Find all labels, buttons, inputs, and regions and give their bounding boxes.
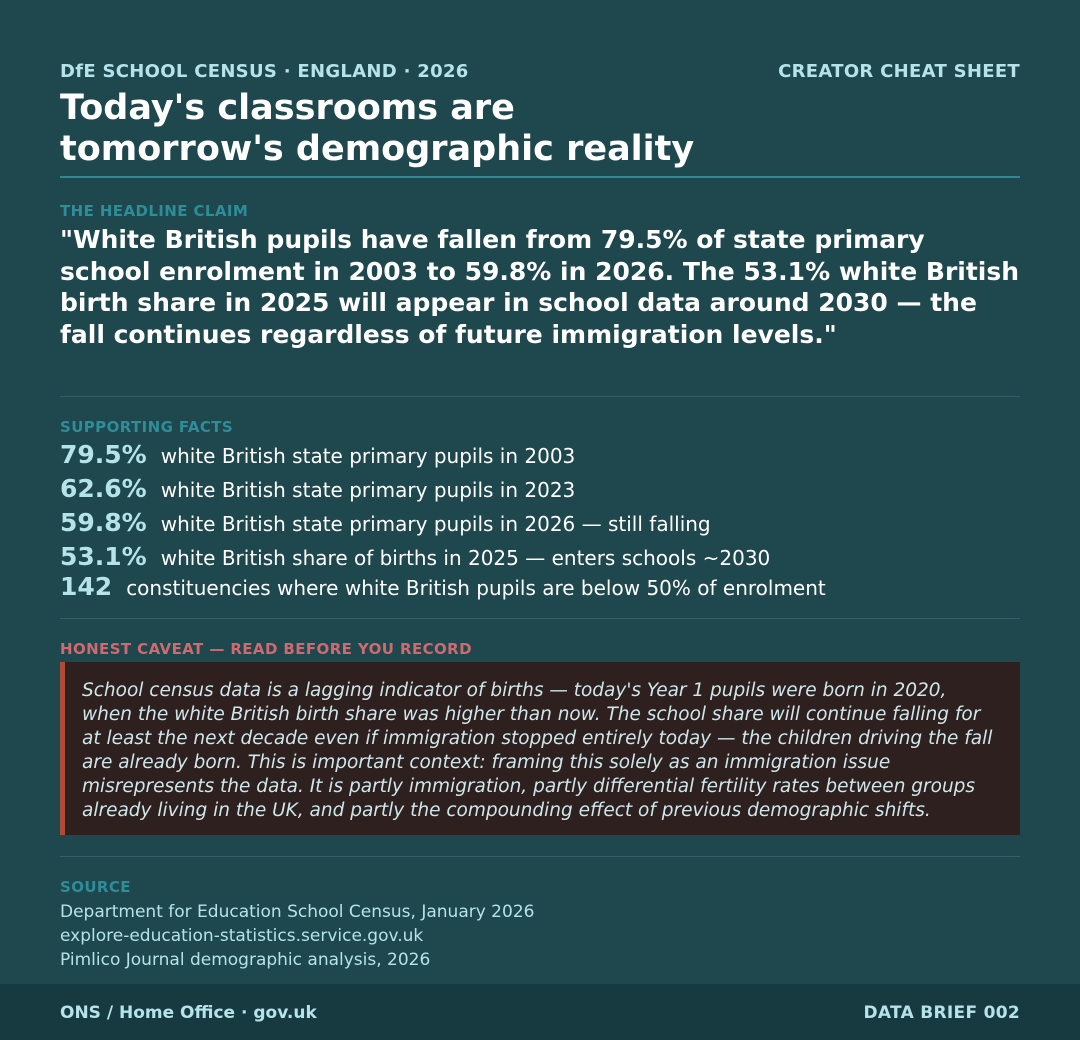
fact-item [60,508,1020,542]
source-item: explore-education-statistics.service.gov.uk [60,926,424,946]
kicker: DfE SCHOOL CENSUS · ENGLAND · 2026 [60,61,469,82]
claim-divider [60,396,1020,397]
title-line-2: tomorrow's demographic reality [60,129,695,169]
fact-item [60,440,1020,474]
source-item: Pimlico Journal demographic analysis, 2026 [60,950,431,970]
title-line-1: Today's classrooms are [60,88,515,128]
fact-value: 142 [60,572,113,601]
fact-text: white British state primary pupils in 2026 — still falling [160,512,711,536]
page-title [60,88,1020,170]
sheet-tag: CREATOR CHEAT SHEET [778,61,1020,82]
source-label: SOURCE [60,878,131,896]
fact-text: white British state primary pupils in 2023 [160,478,576,502]
footer-bar [0,984,1080,1040]
caveat-box [60,662,1020,835]
facts-divider [60,618,1020,619]
facts-label: SUPPORTING FACTS [60,418,234,436]
fact-value: 79.5% [60,440,147,469]
footer-brief-id: DATA BRIEF 002 [863,1003,1020,1023]
fact-item [60,542,1020,576]
fact-value: 62.6% [60,474,147,503]
fact-value: 53.1% [60,542,147,571]
fact-item [60,474,1020,508]
caveat-divider [60,856,1020,857]
claim-label: THE HEADLINE CLAIM [60,202,249,220]
fact-text: constituencies where white British pupils are below 50% of enrolment [126,576,826,600]
header-row [60,61,1020,85]
fact-value: 59.8% [60,508,147,537]
fact-text: white British share of births in 2025 — enters schools ~2030 [160,546,771,570]
title-divider [60,176,1020,178]
fact-text: white British state primary pupils in 2003 [160,444,576,468]
caveat-label: HONEST CAVEAT — READ BEFORE YOU RECORD [60,640,472,658]
fact-item [60,572,1020,602]
headline-claim: "White British pupils have fallen from 79.5% of state primary school enrolment in 2003 to 59.8% in 2026. The 53.1% white British birth share in 2025 will appear in school data around 2030 — the fall continues regardless of future immigration levels." [60,225,1020,349]
source-item: Department for Education School Census, January 2026 [60,902,535,922]
footer-credit: ONS / Home Office · gov.uk [60,1003,317,1023]
source-list [60,900,534,972]
facts-list [60,440,1020,602]
caveat-text: School census data is a lagging indicator of births — today's Year 1 pupils were born in 2020, when the white British birth share was higher than now. The school share will continue falling for at least the next decade even if immigration stopped entirely today — the children driving the fall are already born. This is important context: framing this solely as an immigration issue misrepresents the data. It is partly immigration, partly differential fertility rates between groups already living in the UK, and partly the compounding effect of previous demographic shifts. [82,680,993,821]
